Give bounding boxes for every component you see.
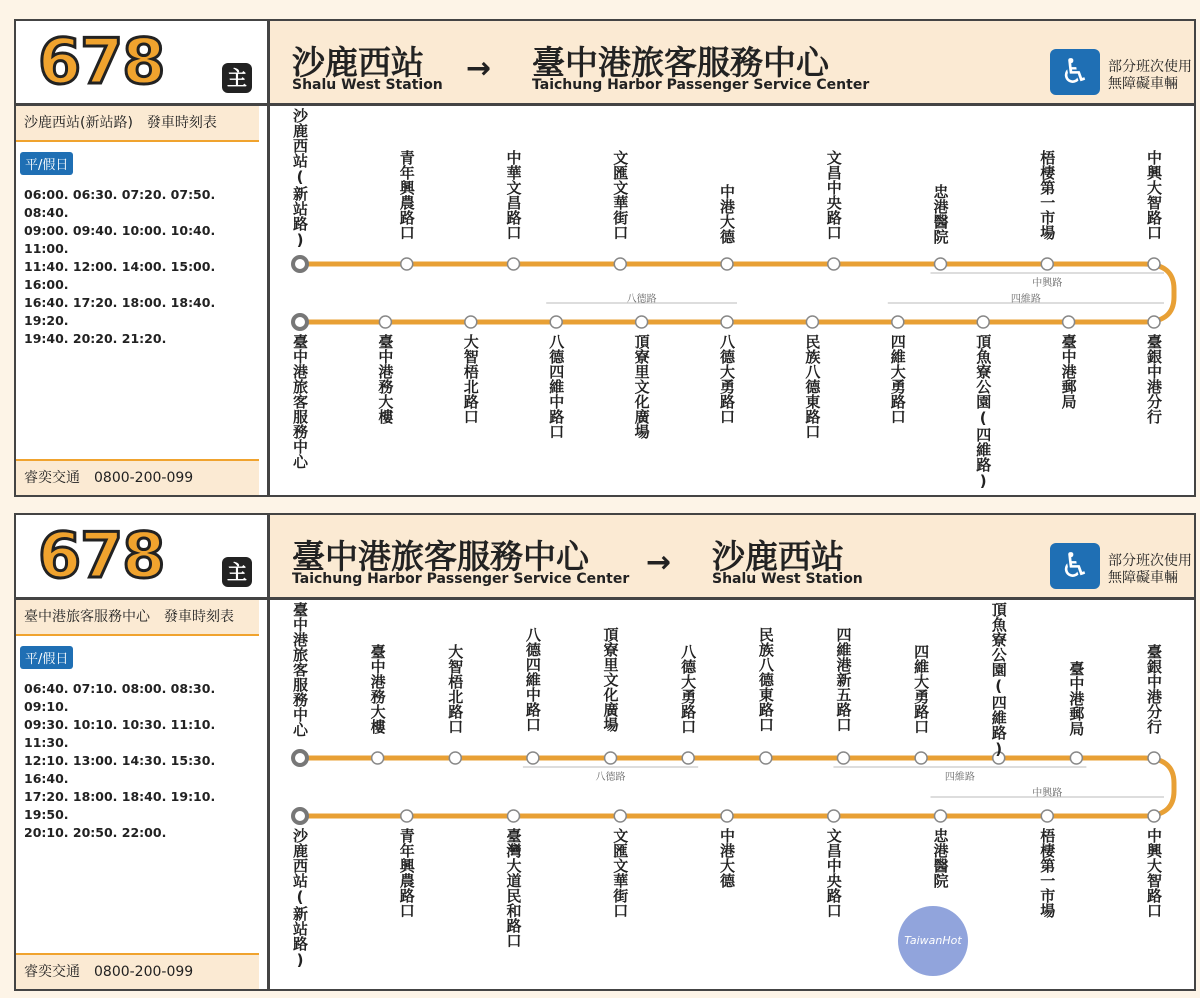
stop-marker [1070,752,1082,764]
stop-label: 中興大智路口 [1145,150,1163,240]
route-number: 678 [38,25,165,98]
day-badge: 平/假日 [20,646,73,669]
route-map [270,106,1194,495]
stop-marker [828,810,840,822]
stop-marker [605,752,617,764]
stop-marker [1148,316,1160,328]
direction-arrow: → [646,545,672,580]
stop-label: 臺中港務大樓 [376,334,395,424]
stop-marker [1041,258,1053,270]
stop-label: 中港大德 [718,184,736,244]
route-number-box [16,515,270,600]
route-line-svg [270,600,1194,990]
stop-marker [527,752,539,764]
route-panel-return [14,513,1196,991]
terminal-stop-marker [293,257,307,271]
route-map [270,600,1194,989]
stop-marker [935,810,947,822]
stop-label: 四維大勇路口 [888,334,907,424]
stop-marker [682,752,694,764]
accessible-note: 部分班次使用 無障礙車輛 [1108,553,1192,586]
stop-marker [892,316,904,328]
road-label: 四維路 [944,772,975,783]
road-label: 四維路 [1010,294,1041,305]
terminal-stop-marker [293,315,307,329]
stop-marker [508,258,520,270]
stop-label: 頂魚寮公園(四維路) [974,334,993,490]
route-panel-outbound [14,19,1196,497]
stop-label: 臺中港郵局 [1059,334,1078,409]
stop-label: 忠港醫院 [931,184,950,244]
stop-marker [449,752,461,764]
route-header [270,515,1194,600]
stop-label: 四維港新五路口 [834,627,853,732]
route-header [270,21,1194,106]
departure-times: 06:40. 07:10. 08:00. 08:30. 09:10. 09:30. 10:10. 10:30. 11:10. 11:30. 12:10. 13:00. 14:30. 15:30. 16:40. 17:20. 18:00. 18:40. 19:10. 19:50. 20:10. 20:50. 22:00. [24,681,216,840]
stop-marker [508,810,520,822]
stop-marker [1148,810,1160,822]
stop-marker [760,752,772,764]
stop-marker [379,316,391,328]
stop-label: 臺中港旅客服務中心 [291,602,309,737]
stop-marker [721,258,733,270]
stop-marker [614,810,626,822]
schedule-title: 沙鹿西站(新站路) 發車時刻表 [16,106,259,142]
stop-marker [614,258,626,270]
stop-label: 頂魚寮公園(四維路) [989,602,1008,758]
road-label: 中興路 [1032,788,1063,799]
stop-label: 民族八德東路口 [803,334,822,439]
stop-marker [915,752,927,764]
stop-marker [935,258,947,270]
stop-marker [1063,316,1075,328]
stop-marker [636,316,648,328]
stop-label: 八德四維中路口 [547,334,566,439]
stop-label: 臺銀中港分行 [1145,644,1163,734]
operator-contact: 睿奕交通 0800-200-099 [16,953,259,989]
stop-marker [837,752,849,764]
stop-marker [1148,752,1160,764]
origin-name-zh: 沙鹿西站 [292,43,424,82]
road-label: 八德路 [595,772,626,783]
stop-label: 頂寮里文化廣場 [601,627,620,732]
schedule-title: 臺中港旅客服務中心 發車時刻表 [16,600,259,636]
stop-label: 文昌中央路口 [824,150,843,240]
stop-label: 臺灣大道民和路口 [504,828,523,948]
destination-name-en: Taichung Harbor Passenger Service Center [532,77,870,93]
stop-label: 文匯文華街口 [611,150,630,240]
destination-name-zh: 沙鹿西站 [712,537,844,576]
schedule-column [16,106,270,495]
stop-label: 臺中港旅客服務中心 [291,334,309,469]
stop-label: 大智梧北路口 [461,334,480,424]
road-label: 八德路 [626,294,657,305]
stop-marker [977,316,989,328]
stop-marker [806,316,818,328]
stop-marker [401,258,413,270]
stop-marker [465,316,477,328]
destination-name-zh: 臺中港旅客服務中心 [532,43,829,82]
operator-contact: 睿奕交通 0800-200-099 [16,459,259,495]
stop-label: 中興大智路口 [1145,828,1163,918]
stop-marker [1041,810,1053,822]
stop-marker [372,752,384,764]
stop-label: 八德大勇路口 [718,334,736,424]
stop-marker [1148,258,1160,270]
terminal-stop-marker [293,751,307,765]
stop-label: 文昌中央路口 [824,828,843,918]
stop-marker [550,316,562,328]
stop-marker [401,810,413,822]
terminal-stop-marker [293,809,307,823]
departure-times: 06:00. 06:30. 07:20. 07:50. 08:40. 09:00. 09:40. 10:00. 10:40. 11:00. 11:40. 12:00. 14:00. 15:00. 16:00. 16:40. 17:20. 18:00. 18:40. 19:20. 19:40. 20:20. 21:20. [24,187,216,346]
day-badge: 平/假日 [20,152,73,175]
stop-marker [828,258,840,270]
stop-label: 頂寮里文化廣場 [632,334,651,439]
destination-name-en: Shalu West Station [712,571,863,587]
stop-label: 梧棲第一市場 [1038,828,1057,918]
stop-label: 忠港醫院 [931,828,950,888]
wheelchair-icon: ♿ [1050,543,1100,589]
road-label: 中興路 [1032,278,1063,289]
stop-label: 八德四維中路口 [523,627,542,732]
origin-name-en: Shalu West Station [292,77,443,93]
stop-label: 青年興農路口 [397,150,416,240]
stop-label: 文匯文華街口 [611,828,630,918]
route-number: 678 [38,519,165,592]
stop-label: 臺銀中港分行 [1145,334,1163,424]
direction-arrow: → [466,51,492,86]
stop-marker [721,810,733,822]
schedule-column [16,600,270,989]
stop-marker [721,316,733,328]
watermark-logo: TaiwanHot [898,906,968,976]
stop-label: 民族八德東路口 [756,627,775,732]
stop-label: 臺中港郵局 [1067,661,1086,736]
stop-label: 大智梧北路口 [446,644,465,734]
stop-label: 梧棲第一市場 [1038,150,1057,240]
stop-label: 中華文昌路口 [504,150,523,240]
route-number-box [16,21,270,106]
origin-name-zh: 臺中港旅客服務中心 [292,537,589,576]
main-route-badge: 主 [222,63,252,93]
stop-label: 四維大勇路口 [912,644,931,734]
wheelchair-icon: ♿ [1050,49,1100,95]
accessible-note: 部分班次使用 無障礙車輛 [1108,59,1192,92]
stop-label: 臺中港務大樓 [368,644,387,734]
stop-label: 沙鹿西站(新站路) [291,108,309,249]
origin-name-en: Taichung Harbor Passenger Service Center [292,571,630,587]
stop-label: 青年興農路口 [397,828,416,918]
stop-label: 八德大勇路口 [679,644,698,734]
stop-label: 中港大德 [718,828,736,888]
main-route-badge: 主 [222,557,252,587]
stop-label: 沙鹿西站(新站路) [291,828,309,969]
